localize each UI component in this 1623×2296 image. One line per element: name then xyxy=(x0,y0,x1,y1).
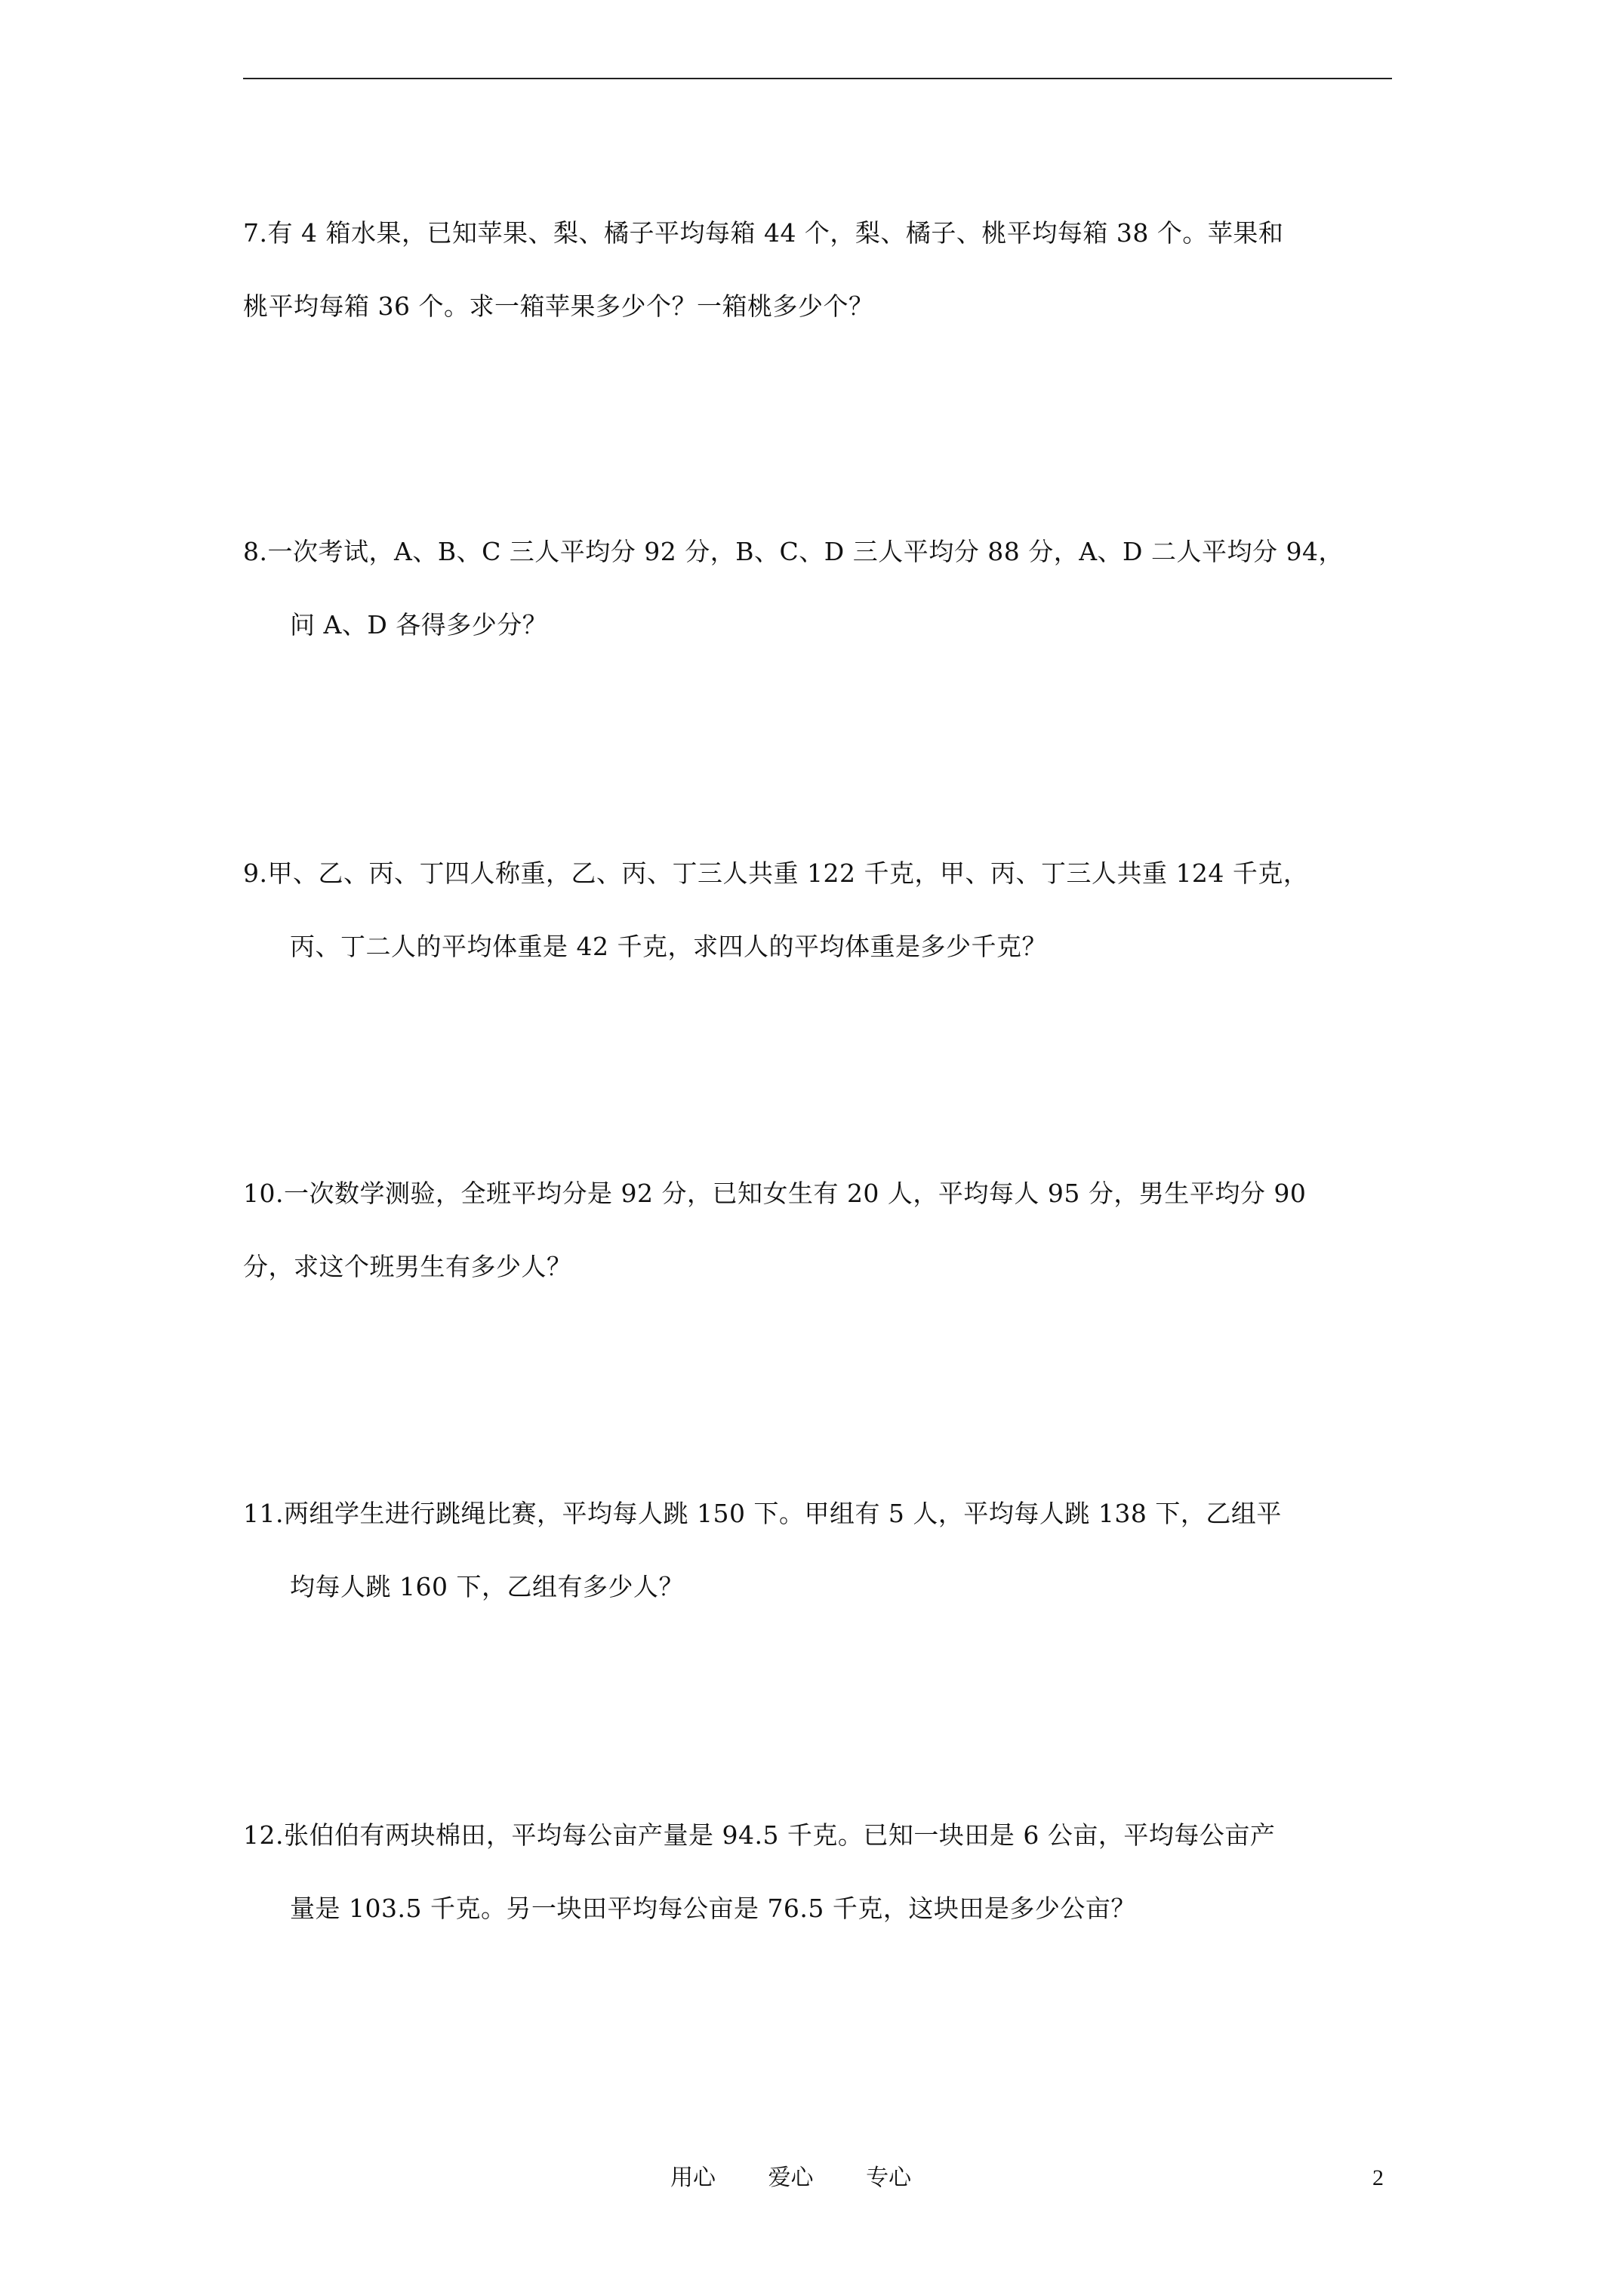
page-number: 2 xyxy=(1372,2165,1384,2190)
problem-11 xyxy=(243,1477,1392,1623)
problem-line: 问 A、D 各得多少分？ xyxy=(290,610,548,639)
page-footer xyxy=(0,2159,1623,2197)
problem-line: 11.两组学生进行跳绳比赛，平均每人跳 150 下。甲组有 5 人，平均每人跳 138 下，乙组平 xyxy=(243,1499,1282,1528)
problem-line: 桃平均每箱 36 个。求一箱苹果多少个？一箱桃多少个？ xyxy=(243,291,874,321)
problem-line: 8.一次考试，A、B、C 三人平均分 92 分，B、C、D 三人平均分 88 分，A、D 二人平均分 94， xyxy=(243,537,1344,566)
problem-line: 9.甲、乙、丙、丁四人称重，乙、丙、丁三人共重 122 千克，甲、丙、丁三人共重 124 千克， xyxy=(243,858,1309,888)
problem-7 xyxy=(243,196,1392,343)
problem-12 xyxy=(243,1798,1392,1945)
problem-line: 丙、丁二人的平均体重是 42 千克，求四人的平均体重是多少千克？ xyxy=(290,932,1047,961)
problem-line: 10.一次数学测验，全班平均分是 92 分，已知女生有 20 人，平均每人 95 分，男生平均分 90 xyxy=(243,1179,1307,1208)
problem-line: 均每人跳 160 下，乙组有多少人？ xyxy=(290,1572,684,1601)
problem-10 xyxy=(243,1157,1392,1303)
problem-line: 12.张伯伯有两块棉田，平均每公亩产量是 94.5 千克。已知一块田是 6 公亩，平均每公亩产 xyxy=(243,1820,1276,1850)
footer-motto-word: 专心 xyxy=(866,2165,912,2191)
problem-8 xyxy=(243,515,1392,661)
problem-9 xyxy=(243,837,1392,983)
problem-line: 分，求这个班男生有多少人？ xyxy=(243,1252,572,1281)
header-rule xyxy=(243,78,1392,79)
footer-motto-word: 爱心 xyxy=(768,2165,814,2191)
footer-motto xyxy=(670,2159,956,2197)
problem-line: 量是 103.5 千克。另一块田平均每公亩是 76.5 千克，这块田是多少公亩？ xyxy=(290,1894,1136,1923)
problem-line: 7.有 4 箱水果，已知苹果、梨、橘子平均每箱 44 个，梨、橘子、桃平均每箱 38 个。苹果和 xyxy=(243,218,1284,248)
footer-motto-word: 用心 xyxy=(670,2165,716,2191)
